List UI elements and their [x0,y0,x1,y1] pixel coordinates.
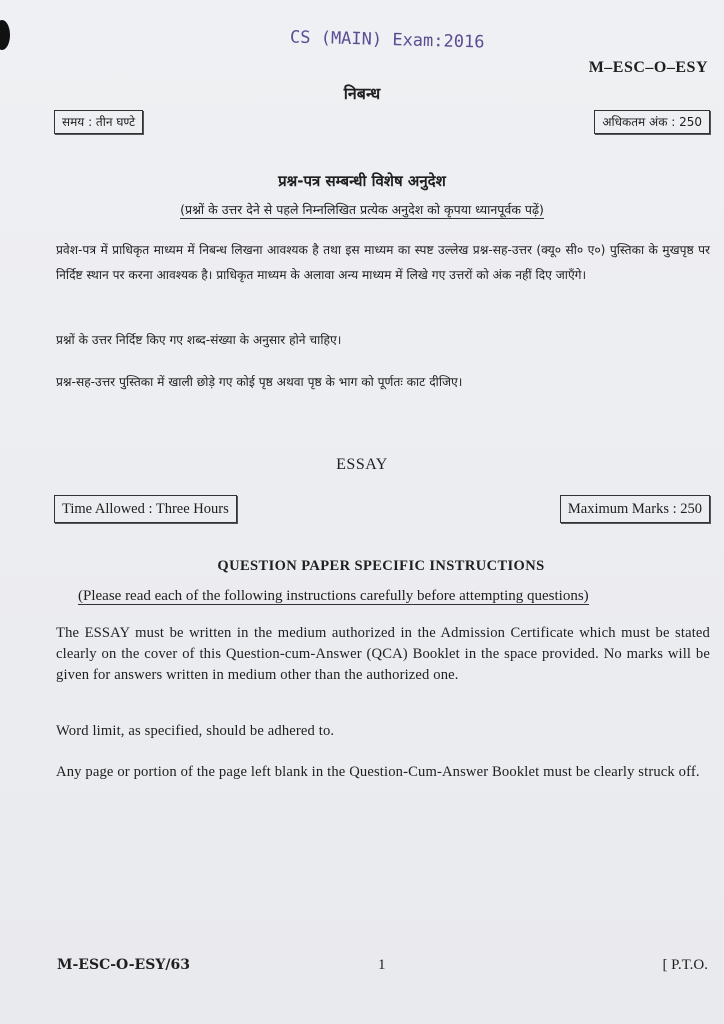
hindi-time-box: समय : तीन घण्टे [54,110,143,134]
english-instruction-2: Word limit, as specified, should be adhered to. [56,723,335,739]
english-instructions-heading: QUESTION PAPER SPECIFIC INSTRUCTIONS [217,558,545,574]
hindi-instruction-1: प्रवेश-पत्र में प्राधिकृत माध्यम में निबन्ध लिखना आवश्यक है तथा इस माध्यम का स्पष्ट उल्लेख प्रश्न-सह-उत्तर (क्यू० सी० ए०) पुस्तिका के मुखपृष्ठ पर निर्दिष्ट स्थान पर करना आवश्यक है। प्राधिकृत माध्यम के अलावा अन्य माध्यम में लिखे गए उत्तरों को अंक नहीं दिए जाएँगे। [56,243,710,282]
english-marks-box: Maximum Marks : 250 [560,495,710,523]
hindi-instruction-3: प्रश्न-सह-उत्तर पुस्तिका में खाली छोड़े गए कोई पृष्ठ अथवा पृष्ठ के भाग को पूर्णतः काट दीजिए। [56,375,463,389]
hindi-instructions-subheading [0,201,724,218]
hindi-instruction-2: प्रश्नों के उत्तर निर्दिष्ट किए गए शब्द-संख्या के अनुसार होने चाहिए। [56,333,342,347]
punch-hole-mark [0,20,10,50]
english-instruction-1: The ESSAY must be written in the medium authorized in the Admission Certificate which must be stated clearly on the cover of this Question-cum-Answer (QCA) Booklet in the space provided. No marks will be given for answers written in medium other than the authorized one. [56,625,710,683]
hindi-title: निबन्ध [343,84,381,103]
paper-code: M–ESC–O–ESY [588,59,708,76]
english-instruction-3: Any page or portion of the page left blank in the Question-Cum-Answer Booklet must be clearly struck off. [56,764,700,780]
footer-paper-code: M-ESC-O-ESY/63 [57,957,190,973]
english-title: ESSAY [336,456,388,473]
please-turn-over: [ P.T.O. [662,957,708,973]
english-subheading-text: (Please read each of the following instructions carefully before attempting questions) [78,588,589,604]
hindi-subheading-text: (प्रश्नों के उत्तर देने से पहले निम्नलिखित प्रत्येक अनुदेश को कृपया ध्यानपूर्वक पढ़ें) [180,202,544,217]
english-time-box: Time Allowed : Three Hours [54,495,237,523]
exam-stamp: CS (MAIN) Exam:2016 [289,27,485,53]
hindi-marks-box: अधिकतम अंक : 250 [594,110,710,134]
english-instructions-subheading [78,588,589,605]
hindi-instructions-heading: प्रश्न-पत्र सम्बन्धी विशेष अनुदेश [278,172,446,190]
page-number: 1 [378,957,386,973]
